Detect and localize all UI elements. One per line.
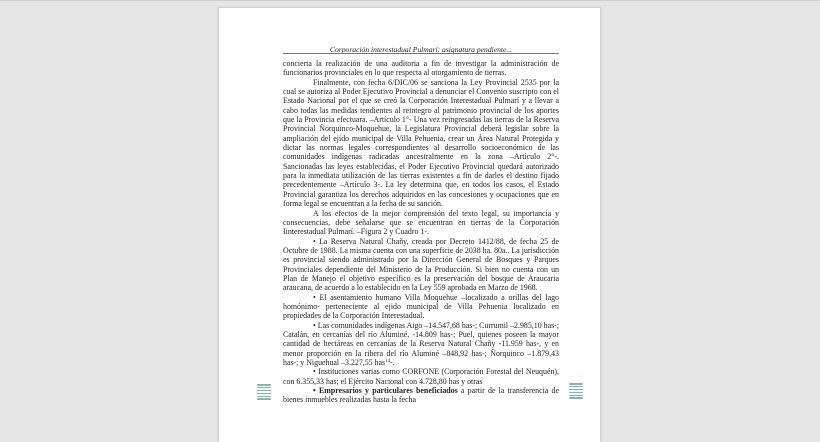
comunidades-text: • Las comunidades indígenas Aigo –14.547,68 has-; Currumil –2.985,10 has-; Catalán, en cercanías del río Aluminé, -14.809 has-; Puel, quienes poseen la mayor cantidad de hectáreas en cercanías de la Reserva Natural Chañy -11.959 has-, y en menor proporción en la ribera del río Aluminé –848,92 has-; Ñorquinco –1.879,43 has-; y Niguehual –3.227,55 has xyxy=(283,320,559,367)
bullet-empresarios xyxy=(283,386,559,405)
left-margin-marker-icon xyxy=(257,384,271,404)
footnote-marker[interactable]: 14 xyxy=(385,359,391,364)
bullet-reserva-chany: • La Reserva Natural Chañy, creada por Decreto 1412/88, de fecha 25 de Octubre de 1988. La misma cuenta con una superficie de 2038 ha. 80a.. La jurisdicción es provincial siendo administrado por la Dirección General de Bosques y Parques Provinciales dependiente del Ministerio de la Producción. Si bien no cuenta con un Plan de Manejo el objetivo específico es la preservación del bosque de Araucaria araucana, de acuerdo a lo establecido en la Ley 559 aprobada en Marzo de 1968. xyxy=(283,236,559,293)
running-head: Corporación interestadual Pulmarí: asignatura pendiente... xyxy=(329,45,513,54)
empresarios-bold-lead: • Empresarios y particulares beneficiados xyxy=(313,386,458,396)
comunidades-tail: -. xyxy=(390,358,395,367)
bullet-comunidades xyxy=(283,321,559,368)
header-rule xyxy=(283,53,559,54)
paragraph-efectos: A los efectos de la mejor comprensión del texto legal, su importancia y consecuencias, debe señalarse que se encuentran en tierras de la Corporación Iinterestadual Pulmarí. –Figura 2 y Cuadro 1-. xyxy=(283,208,559,237)
paragraph-continuation: concierta la realización de una auditoria a fin de investigar la administración de funcionarios provinciales en lo que respecta al otorgamiento de tierras. xyxy=(283,59,559,78)
body-text xyxy=(283,59,559,405)
paragraph-ley-2535: Finalmente, con fecha 6/DIC/06 se sanciona la Ley Provincial 2535 por la cual se autoriza al Poder Ejecutivo Provincial a denunciar el Convenio suscripto con el Estado Nacional por el que se creó la Corporación Interestadual Pulmarí y a llevar a cabo todas las medidas tendientes al reintegro al patrimonio provincial de los aportes que la Provincia efectuara. –Artículo 1°- Una vez reingresadas las tierras de la Reserva Provincial Ñorquinco-Moquehue, la Legislatura Provincial deberá legislar sobre la ampliación del ejido municipal de Villa Pehuenia, crear un Área Natural Protegida y dictar las normas legales correspondientes al desarrollo socioeconómico de las comunidades indígenas radicadas ancestralmente en la zona –Artículo 2°-. Sancionadas las leyes establecidas, el Poder Ejecutivo Provincial quedará autorizado para la inmediata utilización de las tierras existentes a fin de darles el destino fijado precedentemente –Artículo 3-. La ley determina que, en todos los casos, el Estado Provincial garantiza los derechos adquiridos en las concesiones y ocupaciones que en forma legal se encuentran a la fecha de su sanción. xyxy=(283,77,559,209)
bullet-instituciones: • Instituciones varias como CORFONE (Corporación Forestal del Neuquén), con 6.355,33 has; el Ejército Nacional con 4.728,80 has y otras xyxy=(283,367,559,386)
empresarios-text: a partir de la transferencia de bienes inmuebles realizadas hasta la fecha xyxy=(283,386,559,405)
bullet-villa-moquehue: • El asentamiento humano Villa Moquehue –localizado a orillas del lago homónimo- perteneciente al ejido municipal de Villa Pehuenia localizado en propiedades de la Corporación Interestadual. xyxy=(283,292,559,321)
right-margin-marker-icon xyxy=(569,383,583,403)
document-page xyxy=(219,8,600,442)
